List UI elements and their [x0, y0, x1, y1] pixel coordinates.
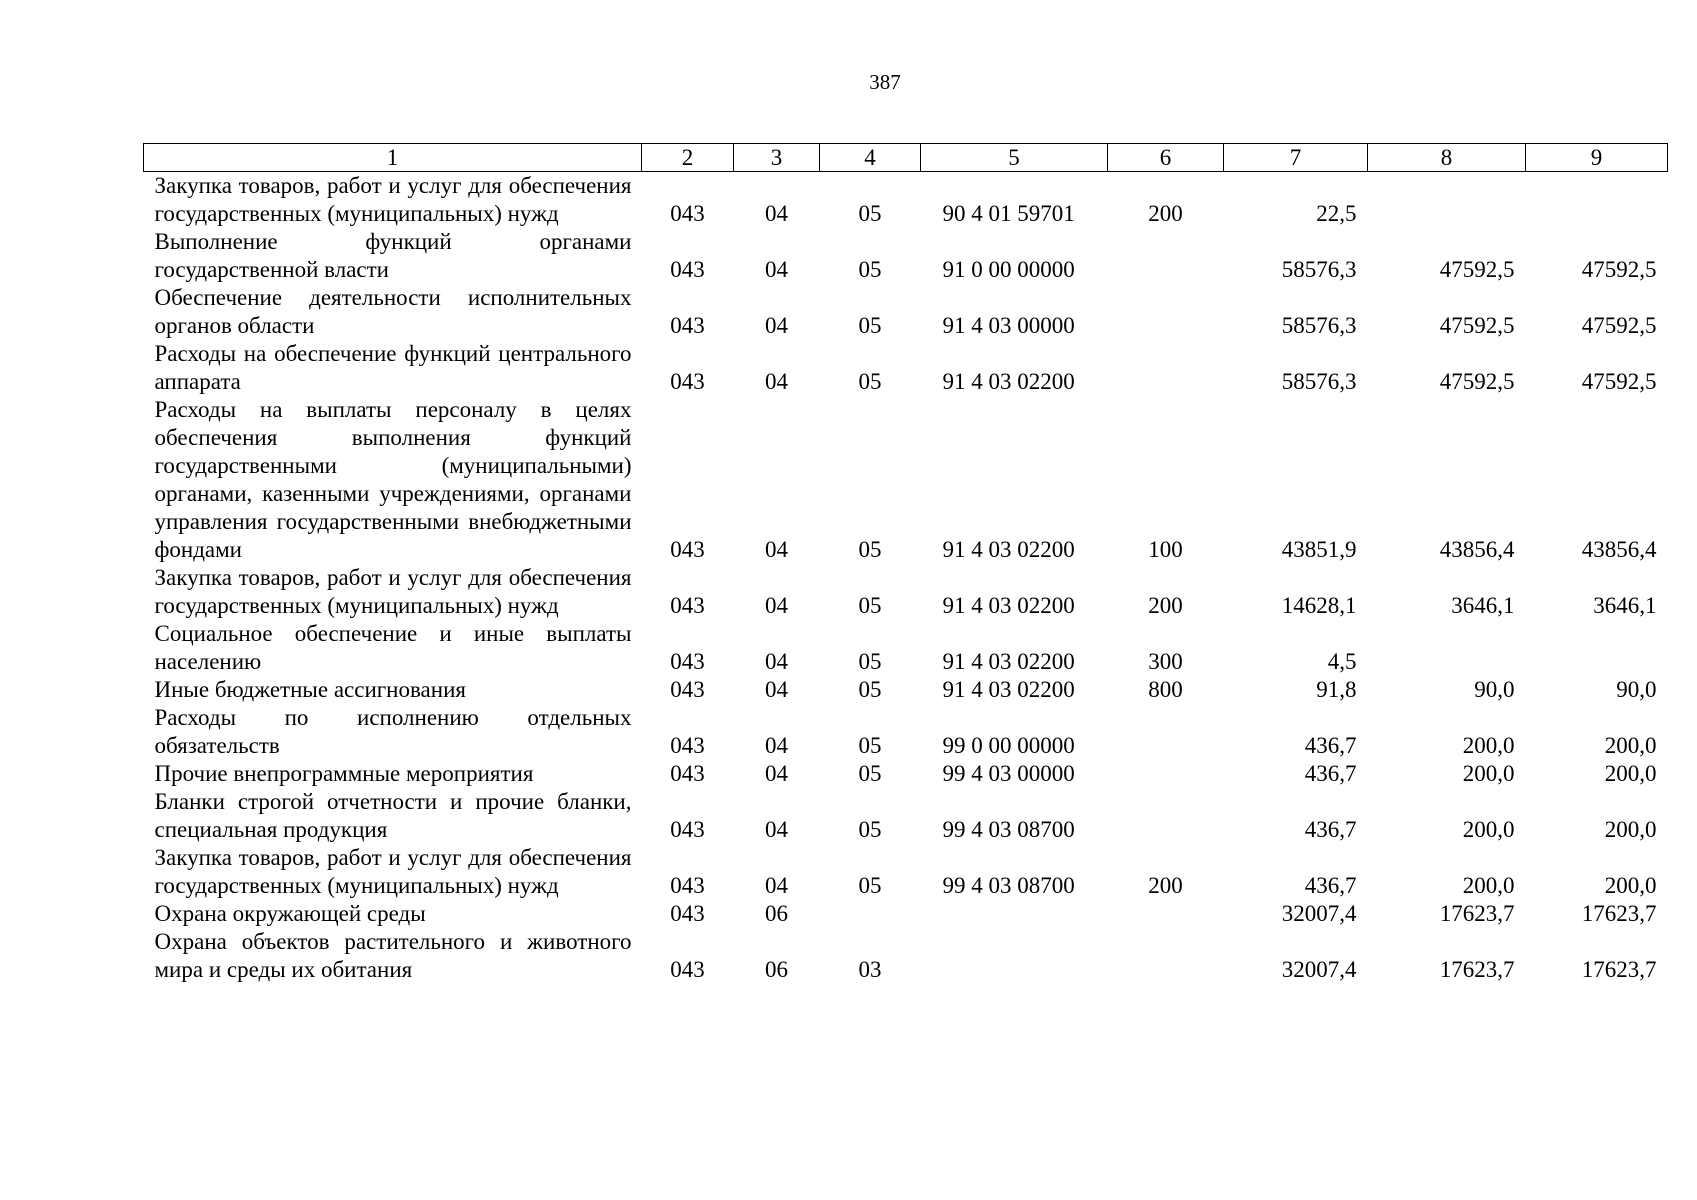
row-col-9: 47592,5 — [1581, 313, 1657, 338]
row-col-4: 05 — [858, 593, 882, 618]
row-name — [144, 900, 642, 928]
row-name-text: Бланки строгой отчетности и прочие бланки, специальная продукция — [154, 789, 632, 842]
column-header-5: 5 — [921, 144, 1108, 172]
row-col-7: 22,5 — [1316, 201, 1357, 226]
row-name-text: Социальное обеспечение и иные выплаты населению — [154, 621, 632, 674]
row-col-6 — [1108, 228, 1224, 284]
row-col-4: 05 — [858, 761, 882, 786]
row-col-3: 04 — [765, 873, 788, 898]
row-col-2: 043 — [670, 817, 705, 842]
row-name — [144, 284, 642, 340]
row-col-8: 17623,7 — [1439, 957, 1515, 982]
row-name-text: Закупка товаров, работ и услуг для обеспечения государственных (муниципальных) нужд — [154, 845, 632, 898]
row-col-9: 200,0 — [1604, 873, 1657, 898]
row-col-4: 05 — [858, 537, 882, 562]
row-col-5: 91 4 03 02200 — [942, 649, 1075, 674]
row-col-9: 17623,7 — [1581, 957, 1657, 982]
row-col-9 — [1526, 620, 1668, 676]
table-row — [144, 620, 1668, 676]
row-name-text: Охрана объектов растительного и животного мира и среды их обитания — [154, 929, 632, 982]
row-col-5: 91 4 03 00000 — [942, 313, 1075, 338]
row-col-3: 04 — [765, 593, 788, 618]
row-name — [144, 620, 642, 676]
row-col-2: 043 — [670, 901, 705, 926]
row-col-5: 91 4 03 02200 — [942, 593, 1075, 618]
row-col-4 — [820, 900, 921, 928]
table-body — [144, 172, 1668, 985]
row-col-5: 91 0 00 00000 — [942, 257, 1075, 282]
row-col-9: 3646,1 — [1593, 593, 1657, 618]
row-col-5: 90 4 01 59701 — [942, 201, 1075, 226]
header-row — [144, 144, 1668, 172]
row-name-text: Расходы на выплаты персоналу в целях обеспечения выполнения функций государственными (муниципальными) органами, казенными учреждениями, органами управления государственными внебюджетными фондами — [154, 397, 632, 562]
row-name — [144, 704, 642, 760]
row-col-4: 05 — [858, 733, 882, 758]
row-col-7: 58576,3 — [1281, 369, 1357, 394]
row-col-4: 05 — [858, 649, 882, 674]
row-col-2: 043 — [670, 201, 705, 226]
row-col-4: 05 — [858, 677, 882, 702]
row-col-3: 04 — [765, 537, 788, 562]
table-row — [144, 844, 1668, 900]
row-name — [144, 228, 642, 284]
row-col-7: 14628,1 — [1281, 593, 1357, 618]
row-col-4: 05 — [858, 257, 882, 282]
row-col-9: 17623,7 — [1581, 901, 1657, 926]
row-col-4: 05 — [858, 201, 882, 226]
row-col-4: 03 — [858, 957, 882, 982]
row-col-7: 436,7 — [1304, 733, 1357, 758]
row-col-8: 200,0 — [1462, 761, 1515, 786]
column-header-7: 7 — [1224, 144, 1368, 172]
row-col-7: 32007,4 — [1281, 957, 1357, 982]
row-col-6: 800 — [1148, 677, 1183, 702]
row-col-2: 043 — [670, 593, 705, 618]
row-col-2: 043 — [670, 677, 705, 702]
row-col-3: 04 — [765, 649, 788, 674]
column-header-8: 8 — [1368, 144, 1526, 172]
row-col-9: 90,0 — [1616, 677, 1657, 702]
row-col-7: 58576,3 — [1281, 313, 1357, 338]
row-col-2: 043 — [670, 313, 705, 338]
row-name — [144, 340, 642, 396]
table-row — [144, 396, 1668, 564]
row-col-3: 04 — [765, 761, 788, 786]
row-col-2: 043 — [670, 873, 705, 898]
row-col-2: 043 — [670, 733, 705, 758]
row-col-8: 17623,7 — [1439, 901, 1515, 926]
row-col-2: 043 — [670, 761, 705, 786]
row-col-7: 58576,3 — [1281, 257, 1357, 282]
row-col-3: 04 — [765, 733, 788, 758]
row-col-3: 06 — [765, 957, 788, 982]
row-col-5: 99 4 03 08700 — [942, 817, 1075, 842]
row-col-9: 200,0 — [1604, 733, 1657, 758]
row-col-6 — [1108, 340, 1224, 396]
row-col-6 — [1108, 928, 1224, 984]
column-header-6: 6 — [1108, 144, 1224, 172]
row-col-3: 04 — [765, 369, 788, 394]
row-col-6 — [1108, 284, 1224, 340]
row-col-9: 200,0 — [1604, 817, 1657, 842]
row-col-5: 91 4 03 02200 — [942, 369, 1075, 394]
row-col-7: 91,8 — [1316, 677, 1357, 702]
row-col-8: 200,0 — [1462, 873, 1515, 898]
table-row — [144, 564, 1668, 620]
row-name-text: Расходы по исполнению отдельных обязательств — [154, 705, 632, 758]
row-col-3: 04 — [765, 677, 788, 702]
row-col-2: 043 — [670, 649, 705, 674]
table-row — [144, 676, 1668, 704]
row-col-2: 043 — [670, 257, 705, 282]
column-header-1: 1 — [144, 144, 642, 172]
column-header-9: 9 — [1526, 144, 1668, 172]
row-col-3: 04 — [765, 313, 788, 338]
row-col-4: 05 — [858, 873, 882, 898]
row-col-8: 47592,5 — [1439, 257, 1515, 282]
row-col-9: 47592,5 — [1581, 369, 1657, 394]
row-col-5: 91 4 03 02200 — [942, 537, 1075, 562]
row-col-8: 90,0 — [1474, 677, 1515, 702]
column-header-2: 2 — [642, 144, 734, 172]
row-col-5 — [921, 900, 1108, 928]
row-col-9: 43856,4 — [1581, 537, 1657, 562]
row-col-8: 200,0 — [1462, 817, 1515, 842]
row-col-5: 99 4 03 00000 — [942, 761, 1075, 786]
row-col-6 — [1108, 900, 1224, 928]
row-name — [144, 760, 642, 788]
row-col-8 — [1368, 172, 1526, 229]
row-col-5: 91 4 03 02200 — [942, 677, 1075, 702]
budget-table — [143, 143, 1668, 984]
row-col-4: 05 — [858, 313, 882, 338]
table-row — [144, 760, 1668, 788]
row-col-6 — [1108, 704, 1224, 760]
row-name — [144, 564, 642, 620]
row-name-text: Расходы на обеспечение функций центрального аппарата — [154, 341, 632, 394]
row-col-8: 43856,4 — [1439, 537, 1515, 562]
row-col-6: 300 — [1148, 649, 1183, 674]
row-col-8: 200,0 — [1462, 733, 1515, 758]
row-col-8 — [1368, 620, 1526, 676]
row-col-7: 436,7 — [1304, 761, 1357, 786]
row-col-3: 04 — [765, 201, 788, 226]
table-row — [144, 284, 1668, 340]
row-name — [144, 172, 642, 229]
row-col-5: 99 4 03 08700 — [942, 873, 1075, 898]
row-col-6: 200 — [1148, 201, 1183, 226]
row-name — [144, 788, 642, 844]
row-col-7: 436,7 — [1304, 817, 1357, 842]
row-name — [144, 396, 642, 564]
row-name-text: Закупка товаров, работ и услуг для обеспечения государственных (муниципальных) нужд — [154, 173, 632, 226]
row-name-text: Иные бюджетные ассигнования — [154, 677, 466, 702]
table-row — [144, 340, 1668, 396]
table-row — [144, 172, 1668, 229]
row-col-2: 043 — [670, 537, 705, 562]
row-col-2: 043 — [670, 957, 705, 982]
row-col-4: 05 — [858, 369, 882, 394]
row-col-7: 43851,9 — [1281, 537, 1357, 562]
row-col-6 — [1108, 788, 1224, 844]
row-col-9 — [1526, 172, 1668, 229]
row-col-8: 47592,5 — [1439, 369, 1515, 394]
row-name — [144, 844, 642, 900]
row-col-3: 06 — [765, 901, 788, 926]
row-col-9: 47592,5 — [1581, 257, 1657, 282]
row-name-text: Обеспечение деятельности исполнительных органов области — [154, 285, 632, 338]
row-col-6: 200 — [1148, 873, 1183, 898]
row-name-text: Охрана окружающей среды — [154, 901, 426, 926]
row-col-7: 436,7 — [1304, 873, 1357, 898]
row-name — [144, 676, 642, 704]
row-col-6: 200 — [1148, 593, 1183, 618]
row-col-3: 04 — [765, 817, 788, 842]
row-name — [144, 928, 642, 984]
row-col-7: 4,5 — [1327, 649, 1357, 674]
row-col-4: 05 — [858, 817, 882, 842]
row-col-5 — [921, 928, 1108, 984]
table-row — [144, 704, 1668, 760]
row-col-2: 043 — [670, 369, 705, 394]
table-row — [144, 900, 1668, 928]
column-header-4: 4 — [820, 144, 921, 172]
row-name-text: Выполнение функций органами государственной власти — [154, 229, 632, 282]
row-col-9: 200,0 — [1604, 761, 1657, 786]
row-col-8: 3646,1 — [1451, 593, 1515, 618]
column-header-3: 3 — [734, 144, 820, 172]
table-row — [144, 228, 1668, 284]
row-col-3: 04 — [765, 257, 788, 282]
page-number: 387 — [869, 70, 901, 94]
row-col-6: 100 — [1148, 537, 1183, 562]
table-header — [144, 144, 1668, 172]
row-name-text: Закупка товаров, работ и услуг для обеспечения государственных (муниципальных) нужд — [154, 565, 632, 618]
table-row — [144, 928, 1668, 984]
row-col-5: 99 0 00 00000 — [942, 733, 1075, 758]
row-col-8: 47592,5 — [1439, 313, 1515, 338]
row-name-text: Прочие внепрограммные мероприятия — [154, 761, 534, 786]
row-col-7: 32007,4 — [1281, 901, 1357, 926]
row-col-6 — [1108, 760, 1224, 788]
table-row — [144, 788, 1668, 844]
